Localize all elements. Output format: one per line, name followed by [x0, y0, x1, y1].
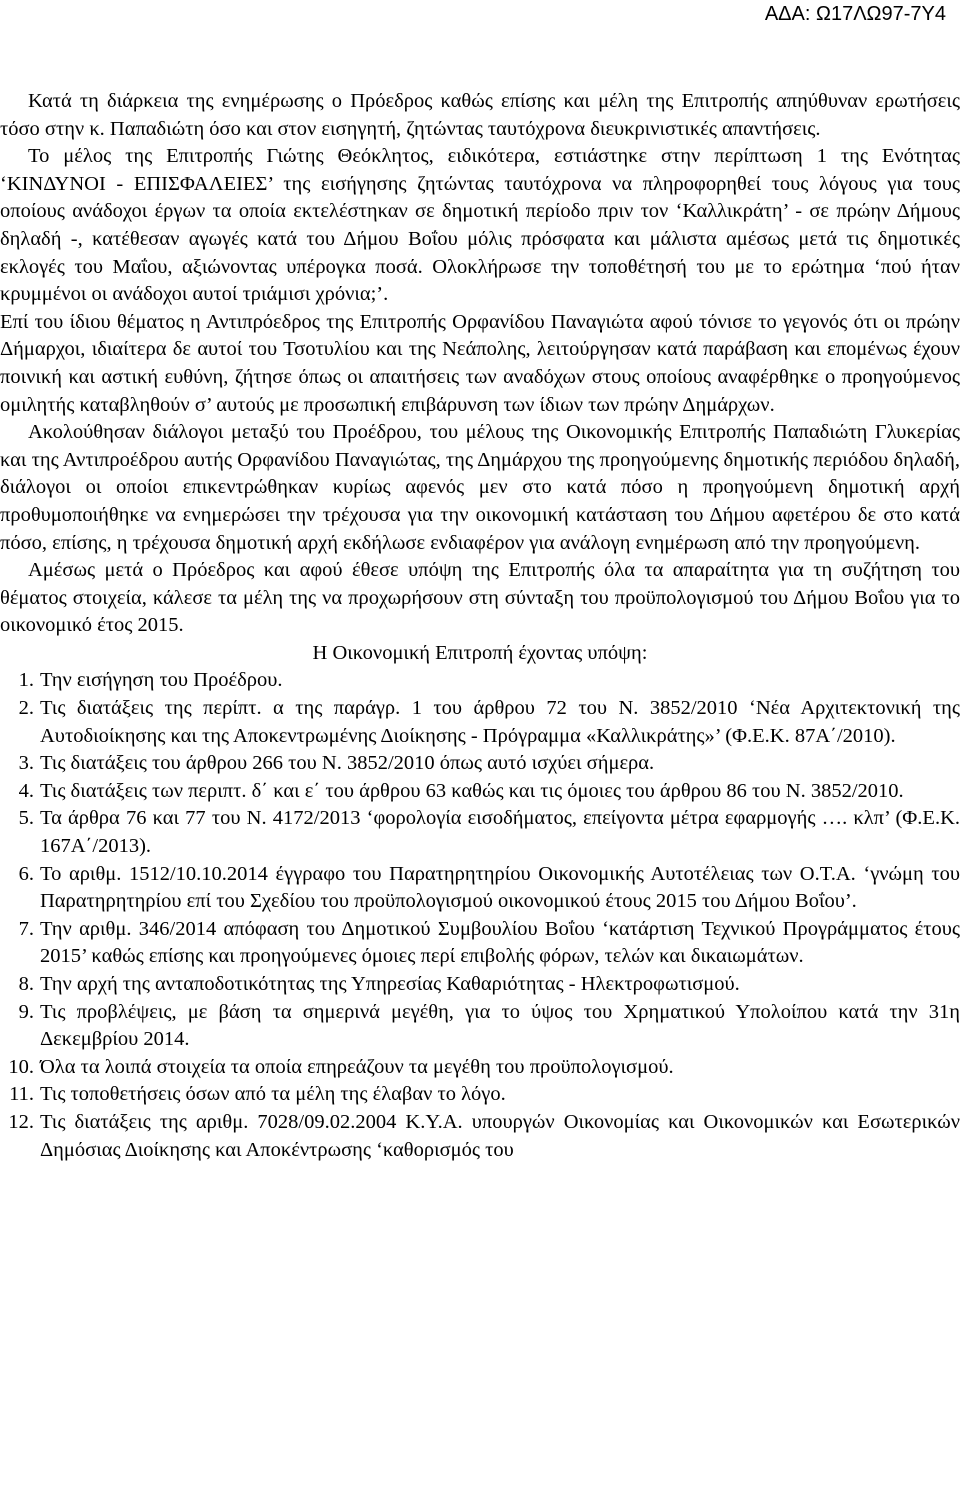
list-item-number: 12. — [8, 1110, 34, 1133]
list-item-number: 3. — [18, 752, 34, 775]
considerations-list — [0, 667, 960, 1164]
list-item-text: Τις διατάξεις του άρθρου 266 του Ν. 3852/2010 όπως αυτό ισχύει σήμερα. — [40, 752, 655, 775]
list-item-text: Τις διατάξεις της περίπτ. α της παράγρ. 1 του άρθρου 72 του Ν. 3852/2010 ‘Νέα Αρχιτεκτονική της Αυτοδιοίκησης και της Αποκεντρωμένης Διοίκησης - Πρόγραμμα «Καλλικράτης»’ (Φ.Ε.Κ. 87Α΄/2010). — [40, 697, 960, 747]
paragraph-briefing: Κατά τη διάρκεια της ενημέρωσης ο Πρόεδρος καθώς επίσης και μέλη της Επιτροπής απηύθυναν ερωτήσεις τόσο στην κ. Παπαδιώτη όσο και στον εισηγητή, ζητώντας ταυτόχρονα διευκρινιστικές απαντήσεις. — [0, 90, 960, 140]
list-item — [0, 1109, 960, 1164]
list-item-text: Τις τοποθετήσεις όσων από τα μέλη της έλαβαν το λόγο. — [40, 1083, 506, 1106]
list-item — [0, 1054, 960, 1082]
list-item-text: Τις διατάξεις της αριθμ. 7028/09.02.2004 Κ.Υ.Α. υπουργών Οικονομίας και Οικονομικών και Εσωτερικών Δημόσιας Διοίκησης και Αποκέντρωσης ‘καθορισμός του — [40, 1110, 960, 1161]
list-item-text: Την αριθμ. 346/2014 απόφαση του Δημοτικού Συμβουλίου Βοΐου ‘κατάρτιση Τεχνικού Προγράμματος έτους 2015’ καθώς επίσης και προηγούμενες όμοιες περί επιβολής φόρων, τελών και δικαιωμάτων. — [40, 917, 960, 968]
list-item-number: 7. — [18, 917, 34, 940]
paragraph-chairman: Αμέσως μετά ο Πρόεδρος και αφού έθεσε υπόψη της Επιτροπής όλα τα απαραίτητα για τη συζήτηση του θέματος στοιχεία, κάλεσε τα μέλη της να προχωρήσουν στη σύνταξη του προϋπολογισμού του Δήμου Βοΐου για το οικονομικό έτος 2015. — [0, 559, 960, 637]
list-item-number: 11. — [9, 1083, 34, 1106]
list-item — [0, 750, 960, 778]
list-item-text: Τις διατάξεις των περιπτ. δ΄ και ε΄ του άρθρου 63 καθώς και τις όμοιες του άρθρου 86 του Ν. 3852/2010. — [40, 779, 904, 802]
list-item — [0, 999, 960, 1054]
list-item-number: 6. — [18, 862, 34, 885]
document-body — [0, 88, 960, 1164]
paragraph-dialogues: Ακολούθησαν διάλογοι μεταξύ του Προέδρου, του μέλους της Οικονομικής Επιτροπής Παπαδιώτη Γλυκερίας και της Αντιπροέδρου αυτής Ορφανίδου Παναγιώτας, της Δημάρχου της προηγούμενης δημοτικής περιόδου δηλαδή, διάλογοι οι οποίοι επικεντρώθηκαν κυρίως αφενός μεν στο κατά πόσο η προηγούμενη δημοτική αρχή προθυμοποιήθηκε να ενημερώσει την τρέχουσα για την οικονομική κατάσταση του Δήμου αφετέρου δε στο κατά πόσο, επίσης, η τρέχουσα δημοτική αρχή εκδήλωσε ενδιαφέρον για ανάλογη ενημέρωση από την προηγούμενη. — [0, 421, 960, 554]
list-item — [0, 667, 960, 695]
list-item-text: Το αριθμ. 1512/10.10.2014 έγγραφο του Παρατηρητηρίου Οικονομικής Αυτοτέλειας των Ο.Τ.Α. ‘γνώμη του Παρατηρητηρίου επί του Σχεδίου του προϋπολογισμού οικονομικού έτους 2015 του Δήμου Βοΐου’. — [40, 862, 960, 913]
list-item-number: 5. — [18, 807, 34, 830]
list-item — [0, 861, 960, 916]
list-item — [0, 778, 960, 806]
list-item-text: Την εισήγηση του Προέδρου. — [40, 669, 283, 692]
list-item-number: 10. — [8, 1055, 34, 1078]
list-item-number: 9. — [18, 1000, 34, 1023]
list-item-text: Τα άρθρα 76 και 77 του Ν. 4172/2013 ‘φορολογία εισοδήματος, επείγοντα μέτρα εφαρμογής …. κλπ’ (Φ.Ε.Κ. 167Α΄/2013). — [40, 807, 960, 858]
list-item — [0, 805, 960, 860]
list-item-number: 1. — [18, 669, 34, 692]
list-item-number: 4. — [18, 779, 34, 802]
list-item — [0, 971, 960, 999]
list-item-number: 8. — [18, 973, 34, 995]
list-item-text: Την αρχή της ανταποδοτικότητας της Υπηρεσίας Καθαριότητας - Ηλεκτροφωτισμού. — [40, 973, 740, 995]
list-item — [0, 1081, 960, 1109]
list-item-text: Τις προβλέψεις, με βάση τα σημερινά μεγέθη, για το ύψος του Χρηματικού Υπολοίπου κατά την 31η Δεκεμβρίου 2014. — [40, 1000, 960, 1051]
list-item-text: Όλα τα λοιπά στοιχεία τα οποία επηρεάζουν τα μεγέθη του προϋπολογισμού. — [40, 1055, 674, 1078]
ada-document-id: ΑΔΑ: Ω17ΛΩ97-7Υ4 — [764, 3, 946, 25]
paragraph-orfanidou: Επί του ίδιου θέματος η Αντιπρόεδρος της Επιτροπής Ορφανίδου Παναγιώτα αφού τόνισε το γεγονός ότι οι πρώην Δήμαρχοι, ιδιαίτερα δε αυτοί του Τσοτυλίου και της Νεάπολης, λειτούργησαν κατά παράβαση και επομένως έχουν ποινική και αστική ευθύνη, ζήτησε όπως οι απαιτήσεις των αναδόχων στους οποίους αναφέρθηκε ο προηγούμενος ομιλητής καταβληθούν σ’ αυτούς με προσωπική επιβάρυνση των ίδιων των πρώην Δημάρχων. — [0, 310, 960, 416]
list-item — [0, 695, 960, 750]
paragraph-giotis: Το μέλος της Επιτροπής Γιώτης Θεόκλητος, ειδικότερα, εστιάστηκε στην περίπτωση 1 της Ενότητας ‘ΚΙΝΔΥΝΟΙ - ΕΠΙΣΦΑΛΕΙΕΣ’ της εισήγησης ζητώντας ταυτόχρονα να πληροφορηθεί τους λόγους για τους οποίους ανάδοχοι έργων τα οποία εκτελέστηκαν σε δημοτική περίοδο πριν τον ‘Καλλικράτη’ - σε πρώην Δήμους δηλαδή -, κατέθεσαν αγωγές κατά του Δήμου Βοΐου μόλις πρόσφατα και μάλιστα αμέσως μετά τις δημοτικές εκλογές του Μαΐου, αξιώνοντας υπέρογκα ποσά. Ολοκλήρωσε την τοποθέτησή του με το ερώτημα ‘πού ήταν κρυμμένοι οι ανάδοχοι αυτοί τριάμισι χρόνια;’. — [0, 145, 960, 306]
consider-heading: Η Οικονομική Επιτροπή έχοντας υπόψη: — [312, 641, 648, 664]
list-item — [0, 916, 960, 971]
list-item-number: 2. — [18, 697, 34, 720]
